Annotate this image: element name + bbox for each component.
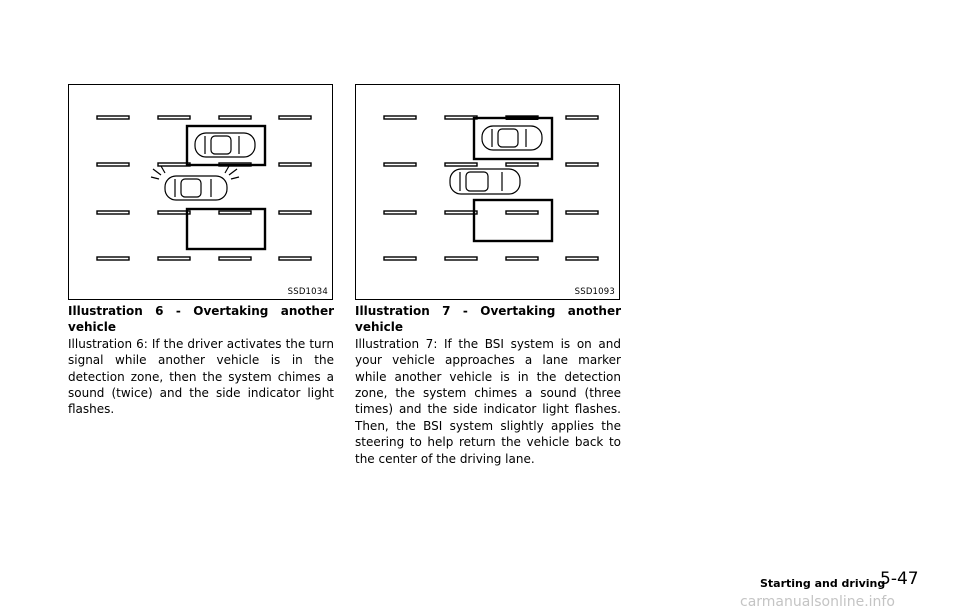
caption-body: Illustration 6: If the driver activates the turn signal while another vehicle is in the detection zone, then the system chimes a sound (twice) and the side indicator light flashes.	[68, 336, 334, 417]
lane-diagram-7	[356, 85, 621, 301]
illustration-6-figure	[68, 84, 333, 300]
caption-title: Illustration 7 - Overtaking another vehicle	[355, 304, 621, 335]
caption-body: Illustration 7: If the BSI system is on and your vehicle approaches a lane marker while another vehicle is in the detection zone, the system chimes a sound (three times) and the side indicator light flashes. Then, the BSI system slightly applies the steering to help return the vehicle back to the center of the driving lane.	[355, 336, 621, 466]
illustration-7-figure	[355, 84, 620, 300]
illustration-7-caption	[355, 303, 621, 467]
other-vehicle-icon	[195, 133, 255, 157]
figure-code: SSD1034	[287, 287, 328, 297]
other-vehicle-icon	[482, 126, 542, 150]
detection-zone-lower	[474, 200, 552, 241]
page-number: 5-47	[880, 569, 919, 589]
footer-section-title: Starting and driving	[760, 577, 886, 590]
caption-title: Illustration 6 - Overtaking another vehicle	[68, 304, 334, 335]
watermark: carmanualsonline.info	[740, 594, 895, 610]
own-vehicle-icon	[450, 169, 520, 194]
own-vehicle-icon	[165, 176, 227, 200]
lane-marker-highlight	[506, 116, 538, 120]
figure-code: SSD1093	[574, 287, 615, 297]
detection-zone-lower	[187, 209, 265, 249]
illustration-6-caption	[68, 303, 334, 418]
lane-diagram-6	[69, 85, 334, 301]
